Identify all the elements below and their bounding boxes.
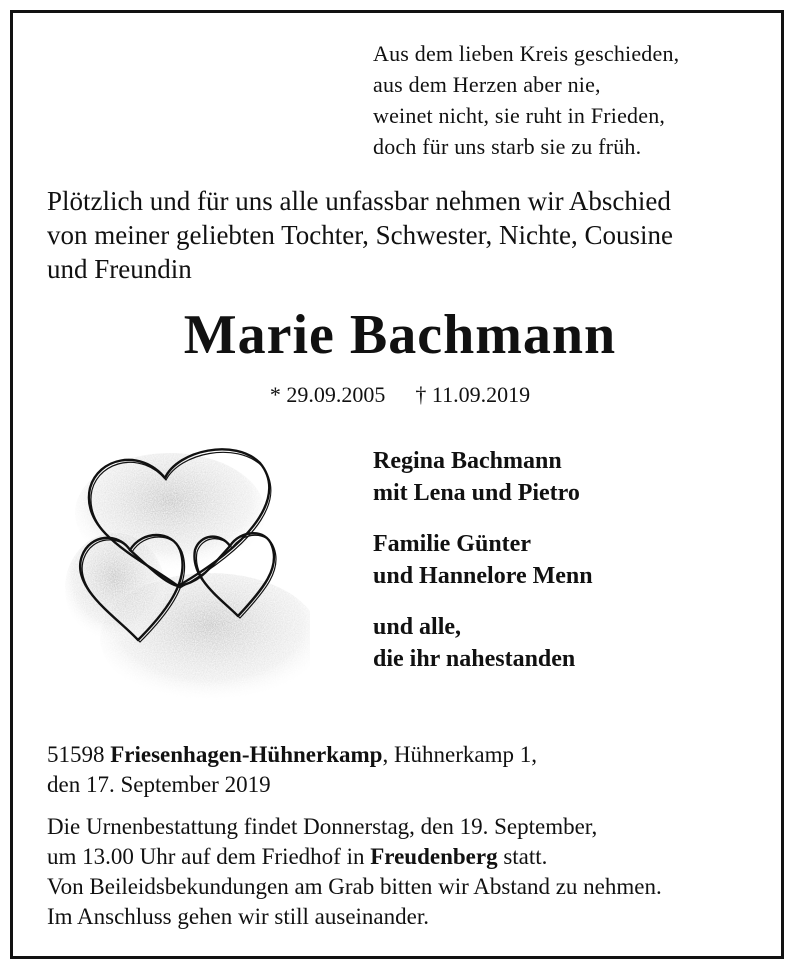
memorial-poem — [373, 38, 679, 162]
poem-line: Aus dem lieben Kreis geschieden, — [373, 41, 680, 66]
funeral-line — [47, 842, 662, 872]
mourner-group — [373, 445, 593, 509]
address-block — [47, 740, 537, 800]
funeral-line: Im Anschluss gehen wir still auseinander. — [47, 904, 429, 929]
pencil-shading — [65, 453, 310, 703]
poem-line: doch für uns starb sie zu früh. — [373, 134, 642, 159]
hearts-illustration — [60, 438, 310, 708]
zip-code: 51598 — [47, 742, 105, 767]
mourner-line: und Hannelore Menn — [373, 563, 593, 589]
mourner-line: die ihr nahestanden — [373, 646, 576, 672]
death-date: † 11.09.2019 — [415, 382, 531, 407]
funeral-place: Freudenberg — [370, 844, 498, 869]
birth-date: * 29.09.2005 — [269, 382, 386, 407]
announcement-line: und Freundin — [47, 254, 192, 284]
funeral-line-end: statt. — [497, 844, 548, 869]
poem-line: weinet nicht, sie ruht in Frieden, — [373, 103, 666, 128]
announcement-text — [47, 184, 673, 286]
announcement-line: Plötzlich und für uns alle unfassbar nehmen wir Abschied — [47, 186, 671, 216]
life-dates — [0, 380, 800, 410]
mourner-group — [373, 528, 593, 592]
announcement-line: von meiner geliebten Tochter, Schwester, Nichte, Cousine — [47, 220, 674, 250]
address-line — [47, 740, 537, 770]
mourners-list — [373, 445, 593, 694]
mourner-line: und alle, — [373, 614, 462, 640]
poem-line: aus dem Herzen aber nie, — [373, 72, 601, 97]
mourner-line: mit Lena und Pietro — [373, 480, 580, 506]
funeral-line: Von Beileidsbekundungen am Grab bitten wir Abstand zu nehmen. — [47, 874, 662, 899]
funeral-line: Die Urnenbestattung findet Donnerstag, den 19. September, — [47, 814, 598, 839]
deceased-name: Marie Bachmann — [183, 304, 617, 366]
mourner-group — [373, 611, 593, 675]
street: , Hühnerkamp 1, — [382, 742, 538, 767]
mourner-line: Regina Bachmann — [373, 448, 562, 474]
date-line: den 17. September 2019 — [47, 772, 271, 797]
funeral-time: um 13.00 Uhr auf dem Friedhof in — [47, 844, 371, 869]
mourner-line: Familie Günter — [373, 531, 531, 557]
funeral-info — [47, 812, 662, 932]
place-name: Friesenhagen-Hühnerkamp — [110, 742, 383, 767]
